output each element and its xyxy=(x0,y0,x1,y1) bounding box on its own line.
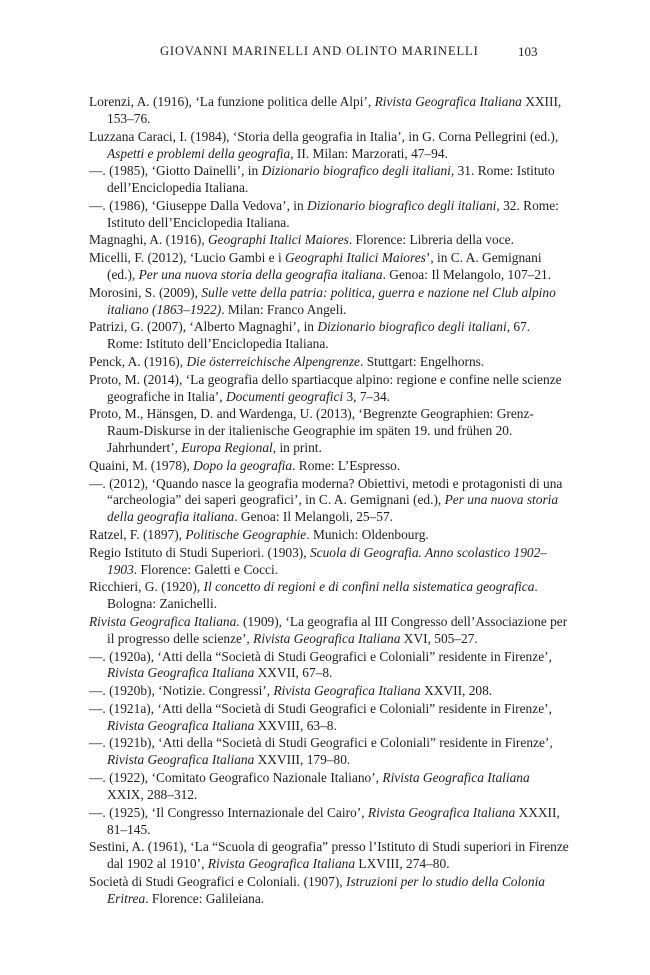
reference-title-italic: Sulle vette della patria: politica, guerra e nazione nel Club alpino italiano (1863–1922) xyxy=(107,284,556,317)
reference-entry xyxy=(89,614,569,648)
reference-entry xyxy=(89,94,569,128)
reference-title-italic: Aspetti e problemi della geografia xyxy=(107,145,291,161)
reference-entry xyxy=(89,250,569,284)
reference-entry xyxy=(89,476,569,527)
reference-entry xyxy=(89,683,569,700)
reference-title-italic: Politische Geographie xyxy=(185,527,307,543)
reference-text: Regio Istituto di Studi Superiori. (1903), xyxy=(89,544,310,560)
reference-text: —. (2012), ‘Quando nasce la geografia moderna? Obiettivi, metodi e protagonisti di una “archeologia” dei saperi geografici’, in C. A. Gemignani (ed.), xyxy=(89,475,563,508)
running-title: GIOVANNI MARINELLI AND OLINTO MARINELLI xyxy=(160,44,479,58)
reference-entry xyxy=(89,232,569,249)
reference-entry xyxy=(89,163,569,197)
reference-text: Società di Studi Geografici e Coloniali. (1907), xyxy=(89,873,346,889)
reference-text: —. (1920a), ‘Atti della “Società di Studi Geografici e Coloniali” residente in Firenze’, xyxy=(89,648,552,664)
reference-entry xyxy=(89,372,569,406)
reference-text: —. (1922), ‘Comitato Geografico Nazionale Italiano’, xyxy=(89,770,383,786)
reference-entry xyxy=(89,545,569,579)
reference-text: —. (1921b), ‘Atti della “Società di Studi Geografici e Coloniali” residente in Firenze’, xyxy=(89,735,553,751)
reference-text: . (1909), ‘La geografia al III Congresso dell’Associazione per il progresso delle scienze’, xyxy=(107,613,568,646)
reference-title-italic: Rivista Geografica Italiana xyxy=(107,665,255,681)
reference-text: —. (1986), ‘Giuseppe Dalla Vedova’, in xyxy=(89,197,308,213)
reference-text: . Rome: L’Espresso. xyxy=(292,457,401,473)
reference-entry xyxy=(89,406,569,457)
reference-text: . Stuttgart: Engelhorns. xyxy=(360,353,485,369)
reference-text: . Florence: Galileiana. xyxy=(145,890,265,906)
reference-entry xyxy=(89,649,569,683)
reference-title-italic: Geographi Italici Maiores xyxy=(285,250,426,266)
reference-text: Lorenzi, A. (1916), ‘La funzione politica delle Alpi’, xyxy=(89,94,375,109)
reference-text: —. (1921a), ‘Atti della “Società di Studi Geografici e Coloniali” residente in Firenze’, xyxy=(89,700,552,716)
reference-text: Luzzana Caraci, I. (1984), ‘Storia della geografia in Italia’, in G. Corna Pellegrini (ed.), xyxy=(89,128,559,144)
reference-text: Proto, M. (2014), ‘La geografia dello spartiacque alpino: regione e confine nelle scienze geografiche in Italia’, xyxy=(89,371,562,404)
reference-entry xyxy=(89,579,569,613)
reference-entry xyxy=(89,319,569,353)
reference-entry xyxy=(89,285,569,319)
reference-text: Micelli, F. (2012), ‘Lucio Gambi e i xyxy=(89,250,286,266)
reference-title-italic: Dizionario biografico degli italiani xyxy=(261,163,451,179)
reference-title-italic: Dizionario biografico degli italiani xyxy=(317,319,507,335)
reference-text: Morosini, S. (2009), xyxy=(89,284,202,300)
reference-title-italic: Rivista Geografica Italiana xyxy=(382,770,530,786)
reference-title-italic: Documenti geografici xyxy=(225,388,344,404)
reference-title-italic: Il concetto di regioni e di confini nella sistematica geografica xyxy=(203,579,535,595)
reference-title-italic: Rivista Geografica Italiana xyxy=(207,856,356,872)
reference-text: 32. Rome: Istituto dell’Enciclopedia Italiana. xyxy=(107,197,559,230)
reference-entry xyxy=(89,198,569,232)
reference-text: Proto, M., Hänsgen, D. and Wardenga, U. (2013), ‘Begrenzte Geographien: Grenz-Raum-Diskurse in der italienische Geographie im späten 19. und frühen 20. Jahrhundert’, xyxy=(89,406,534,456)
reference-text: Patrizi, G. (2007), ‘Alberto Magnaghi’, in xyxy=(89,319,318,335)
reference-entry xyxy=(89,701,569,735)
reference-text: XXVII, 208. xyxy=(420,683,493,699)
reference-title-italic: Rivista Geografica Italiana xyxy=(107,752,255,768)
reference-text: , 67. Rome: Istituto dell’Enciclopedia Italiana. xyxy=(107,319,531,352)
reference-text: Penck, A. (1916), xyxy=(89,353,187,369)
reference-title-italic: Rivista Geografica Italiana xyxy=(273,683,421,699)
reference-entry xyxy=(89,735,569,769)
reference-text: 3, 7–34. xyxy=(343,388,390,404)
reference-text: XXVII, 67–8. xyxy=(254,665,333,681)
reference-text: Quaini, M. (1978), xyxy=(89,457,194,473)
reference-title-italic: Rivista Geografica Italiana xyxy=(107,717,255,733)
reference-title-italic: Europa Regional xyxy=(181,440,273,456)
reference-text: . Milan: Franco Angeli. xyxy=(221,301,347,317)
reference-title-italic: Per una nuova storia della geografia italiana xyxy=(107,492,559,525)
reference-entry xyxy=(89,839,569,873)
page-number: 103 xyxy=(518,44,538,59)
reference-text: XXIX, 288–312. xyxy=(107,786,198,802)
reference-text: XXVIII, 179–80. xyxy=(254,752,351,768)
reference-title-italic: Istruzioni per lo studio della Colonia Eritrea xyxy=(107,873,545,906)
reference-text: Ratzel, F. (1897), xyxy=(89,527,186,543)
reference-title-italic: Rivista Geografica Italiana xyxy=(89,613,237,629)
reference-text: XXXII, 81–145. xyxy=(107,804,560,837)
reference-text: XXVIII, 63–8. xyxy=(254,717,337,733)
reference-text: —. (1985), ‘Giotto Dainelli’, in xyxy=(89,163,262,179)
reference-title-italic: Die österreichische Alpengrenze xyxy=(186,353,360,369)
reference-title-italic: Dizionario biografico degli italiani, xyxy=(307,197,500,213)
reference-text: , 31. Rome: Istituto dell’Enciclopedia Italiana. xyxy=(107,163,555,196)
running-head xyxy=(0,44,650,64)
reference-title-italic: Rivista Geografica Italiana xyxy=(253,630,401,646)
reference-text: . Munich: Oldenbourg. xyxy=(306,527,429,543)
reference-entry xyxy=(89,354,569,371)
reference-text: Ricchieri, G. (1920), xyxy=(89,579,204,595)
reference-title-italic: Rivista Geografica Italiana xyxy=(374,94,522,109)
reference-entry xyxy=(89,527,569,544)
reference-title-italic: Per una nuova storia della geografia italiana xyxy=(138,267,383,283)
reference-text: . Bologna: Zanichelli. xyxy=(107,579,538,612)
reference-title-italic: Rivista Geografica Italiana xyxy=(367,804,516,820)
reference-entry xyxy=(89,129,569,163)
reference-text: ’, in C. A. Gemignani (ed.), xyxy=(107,250,542,283)
reference-text: XVI, 505–27. xyxy=(400,630,478,646)
reference-text: —. (1920b), ‘Notizie. Congressi’, xyxy=(89,683,274,699)
reference-entry xyxy=(89,458,569,475)
reference-text: Magnaghi, A. (1916), xyxy=(89,232,209,248)
reference-text: Sestini, A. (1961), ‘La “Scuola di geografia” presso l’Istituto di Studi superiori in Firenze dal 1902 al 1910’, xyxy=(89,839,569,872)
reference-entry xyxy=(89,805,569,839)
reference-text: . Genoa: Il Melangolo, 107–21. xyxy=(382,267,552,283)
reference-entry xyxy=(89,770,569,804)
reference-text: . Florence: Libreria della voce. xyxy=(348,232,514,248)
reference-text: , II. Milan: Marzorati, 47–94. xyxy=(290,145,448,161)
reference-text: —. (1925), ‘Il Congresso Internazionale del Cairo’, xyxy=(89,804,368,820)
reference-text: . Genoa: Il Melangoli, 25–57. xyxy=(234,509,394,525)
reference-text: LXVIII, 274–80. xyxy=(355,856,450,872)
reference-text: , in print. xyxy=(272,440,322,456)
reference-title-italic: Scuola di Geografia. Anno scolastico 1902–1903 xyxy=(107,544,548,577)
reference-entry xyxy=(89,874,569,908)
reference-text: XXIII, 153–76. xyxy=(107,94,562,126)
reference-list xyxy=(89,94,569,909)
reference-title-italic: Geographi Italici Maiores xyxy=(208,232,349,248)
reference-text: . Florence: Galetti e Cocci. xyxy=(133,561,279,577)
reference-title-italic: Dopo la geografia xyxy=(193,457,293,473)
